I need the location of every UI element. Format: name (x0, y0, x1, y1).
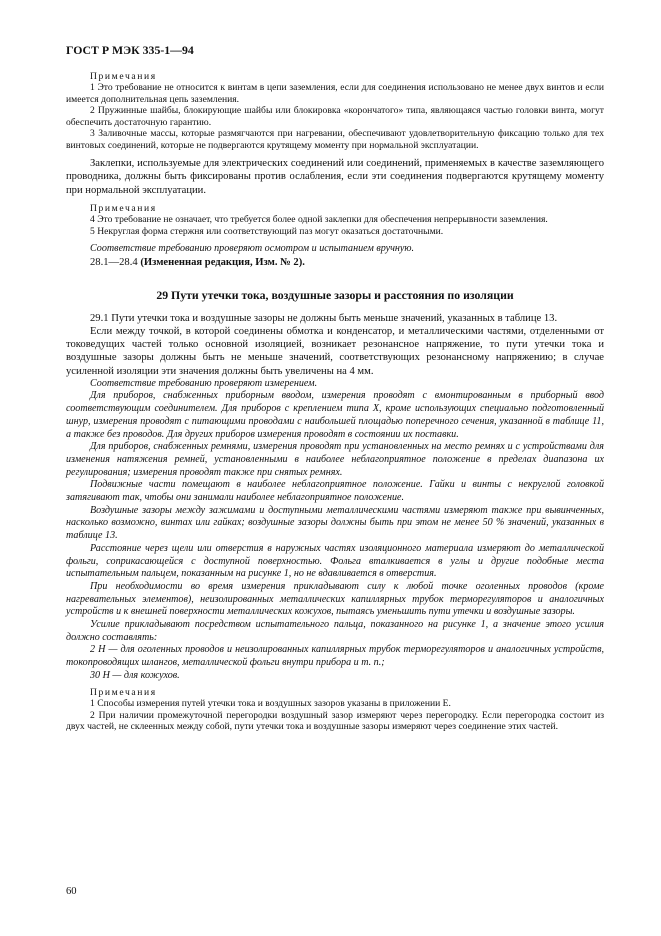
notes-label: Примечания (90, 70, 157, 82)
note-item: 1 Это требование не относится к винтам в цепи заземления, если для соединения использовано не менее двух винтов и если имеется дополнительная цепь заземления. (66, 82, 604, 105)
note-item: 2 При наличии промежуточной перегородки воздушный зазор измеряют через перегородку. Если перегородка состоит из двух частей, не склеенных между собой, пути утечки тока и воздушные зазоры измеряют через соединение этих частей. (66, 709, 604, 733)
edition-prefix: 28.1—28.4 (90, 256, 141, 268)
note-item: 2 Пружинные шайбы, блокирующие шайбы или блокировка «корончатого» типа, являющаяся частью головки винта, могут обеспечить достаточную гарантию. (66, 105, 604, 128)
paragraph-29-1: 29.1 Пути утечки тока и воздушные зазоры не должны быть меньше значений, указанных в таблице 13. (90, 312, 558, 324)
note-item: 1 Способы измерения путей утечки тока и воздушных зазоров указаны в приложении Е. (90, 698, 451, 710)
note-item: 5 Некруглая форма стержня или соответствующий паз могут оказаться достаточными. (90, 225, 444, 237)
notes-label: Примечания (90, 202, 157, 214)
italic-paragraph: 30 Н — для кожухов. (90, 669, 180, 681)
document-header: ГОСТ Р МЭК 335-1—94 (66, 43, 194, 57)
italic-paragraph: Расстояние через щели или отверстия в наружных частях изоляционного материала измеряют до металлической фольги, соприкасающейся с доступной поверхностью. Фольга вталкивается в углы и другие подобные места испытательным пальцем, показанным на рисунке 1, но не вдавливается в отверстия. (66, 542, 604, 580)
italic-paragraph: При необходимости во время измерения прикладывают силу к любой точке оголенных проводов (кроме нагревательных элементов), неизолированных металлических капиллярных трубок терморегуляторов и аналогичных устройств и к внешней поверхности металлических кожухов, пытаясь уменьшить пути утечки и воздушные зазоры. (66, 580, 604, 618)
section-title: 29 Пути утечки тока, воздушные зазоры и расстояния по изоляции (156, 288, 514, 303)
italic-paragraph: Усилие прикладывают посредством испытательного пальца, показанного на рисунке 1, а значение этого усилия должно составлять: (66, 619, 604, 643)
edition-note (90, 256, 604, 269)
note-item: 4 Это требование не означает, что требуется более одной заклепки для обеспечения непрерывности заземления. (90, 214, 548, 226)
italic-paragraph: 2 Н — для оголенных проводов и неизолированных капиллярных трубок терморегуляторов и аналогичных устройств, токопроводящих шлангов, металлической фольги внутри прибора и т. п.; (66, 644, 604, 669)
italic-paragraph: Для приборов, снабженных ремнями, измерения проводят при установленных на место ремнях и с устройствами для изменения натяжения ремней, установленными в наиболее неблагоприятное положение в пределах диапазона их регулирования; измерения проводят также при снятых ремнях. (66, 441, 604, 478)
compliance-text: Соответствие требованию проверяют осмотром и испытанием вручную. (90, 243, 415, 255)
italic-paragraph: Подвижные части помещают в наиболее неблагоприятное положение. Гайки и винты с некруглой головкой затягивают так, чтобы они занимали наиболее неблагоприятное положение. (66, 479, 604, 504)
italic-paragraph: Для приборов, снабженных приборным вводом, измерения проводят с вмонтированным в приборный ввод соответствующим соединителем. Для приборов с креплением типа X, кроме использующих специально подготовленный шнур, измерения проводят с питающими проводами с наибольшей площадью поперечного сечения, указанной в таблице 11, а также без проводов. Для других приборов измерения проводят в состоянии их поставки. (66, 390, 604, 440)
italic-paragraph: Воздушные зазоры между зажимами и доступными металлическими частями измеряют также при вывинченных, насколько возможно, винтах или гайках; воздушные зазоры должны быть при этом не менее 50 % значений, указанных в таблице 13. (66, 504, 604, 542)
page-number: 60 (66, 886, 77, 897)
paragraph-resonance: Если между точкой, в которой соединены обмотка и конденсатор, и металлическими частями, отделенными от токоведущих частей только основной изоляцией, возникает резонансное напряжение, то пути утечки тока и воздушные зазоры должны быть не меньше значений, соответствующих резонансному напряжению; в случае усиленной изоляции эти значения должны быть увеличены на 4 мм. (66, 325, 604, 377)
note-item: 3 Заливочные массы, которые размягчаются при нагревании, обеспечивают удовлетворительную фиксацию только для тех винтовых соединений, которые не подвергаются крутящему моменту при нормальной эксплуатации. (66, 128, 604, 151)
edition-text: (Измененная редакция, Изм. № 2). (140, 256, 305, 268)
italic-paragraph: Соответствие требованию проверяют измерением. (90, 377, 318, 389)
notes-label: Примечания (90, 686, 157, 698)
paragraph-rivets: Заклепки, используемые для электрических соединений или соединений, применяемых в качестве заземляющего проводника, должны быть фиксированы против ослабления, если эти соединения подвергаются крутящему моменту при нормальной эксплуатации. (66, 158, 604, 196)
